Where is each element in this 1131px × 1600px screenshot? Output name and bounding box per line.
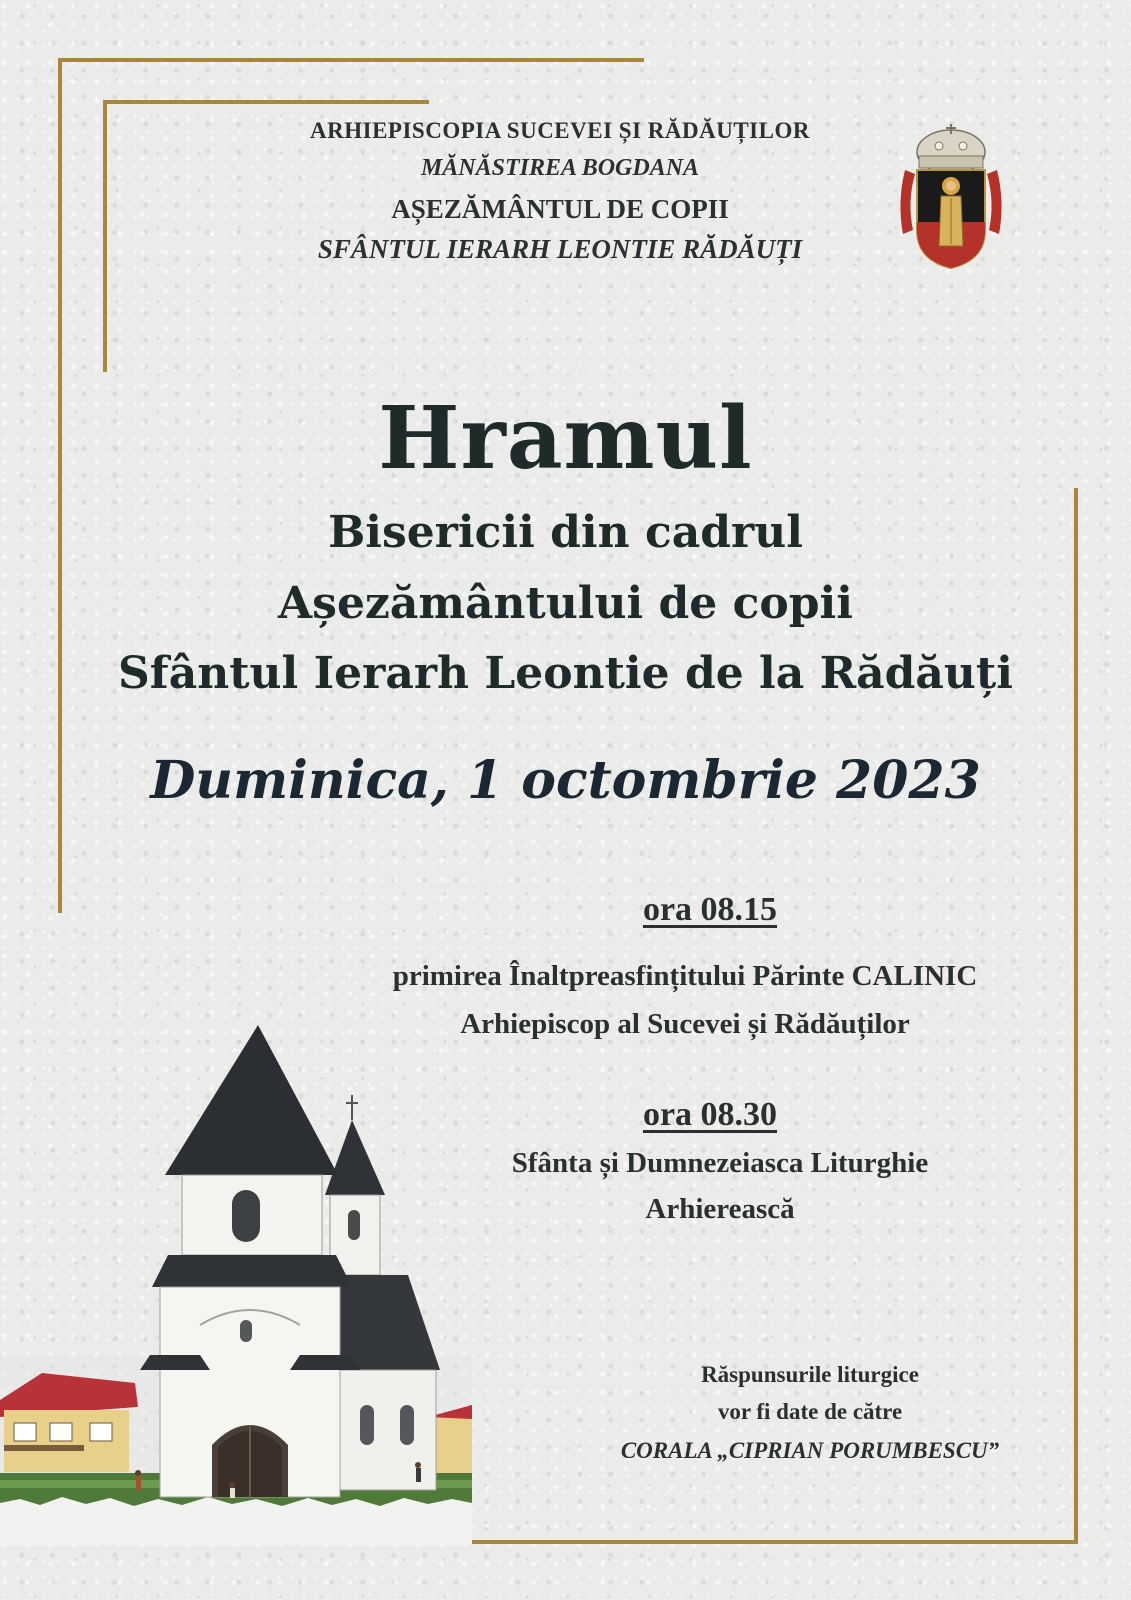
frame-top-inner [103, 100, 429, 104]
header-institution: AȘEZĂMÂNTUL DE COPII [391, 194, 729, 224]
header-archdiocese: ARHIEPISCOPIA SUCEVEI ȘI RĂDĂUȚILOR [310, 118, 810, 143]
title-subtitle-1: Bisericii din cadrul [328, 507, 803, 558]
title-subtitle-2: Așezământului de copii [278, 578, 853, 629]
schedule-desc-2a: Sfânta și Dumnezeiasca Liturghie [511, 1147, 929, 1179]
church-photo [0, 1025, 472, 1545]
choir-line-2: vor fi date de către [717, 1399, 903, 1424]
schedule-desc-1a: primirea Înaltpreasfințitului Părinte CALINIC [392, 960, 978, 992]
schedule-time-2: ora 08.30 [642, 1096, 778, 1133]
title-subtitle-3: Sfântul Ierarh Leontie de la Rădăuți [118, 648, 1013, 699]
header-institution-name: SFÂNTUL IERARH LEONTIE RĂDĂUȚI [317, 234, 803, 264]
title-main: Hramul [378, 388, 753, 489]
choir-line-1: Răspunsurile liturgice [701, 1362, 919, 1387]
schedule-desc-1b: Arhiepiscop al Sucevei și Rădăuților [460, 1008, 910, 1040]
frame-top-outer [58, 58, 644, 62]
choir-name: CORALA „CIPRIAN PORUMBESCU” [620, 1438, 1000, 1463]
event-date: Duminica, 1 octombrie 2023 [150, 750, 981, 811]
schedule-desc-2b: Arhierească [645, 1193, 795, 1225]
frame-bottom [448, 1540, 1078, 1544]
schedule-time-1: ora 08.15 [642, 891, 778, 928]
archdiocese-coat-of-arms-icon [895, 122, 1007, 274]
frame-left-inner [103, 100, 107, 372]
header-monastery: MĂNĂSTIREA BOGDANA [420, 155, 700, 181]
